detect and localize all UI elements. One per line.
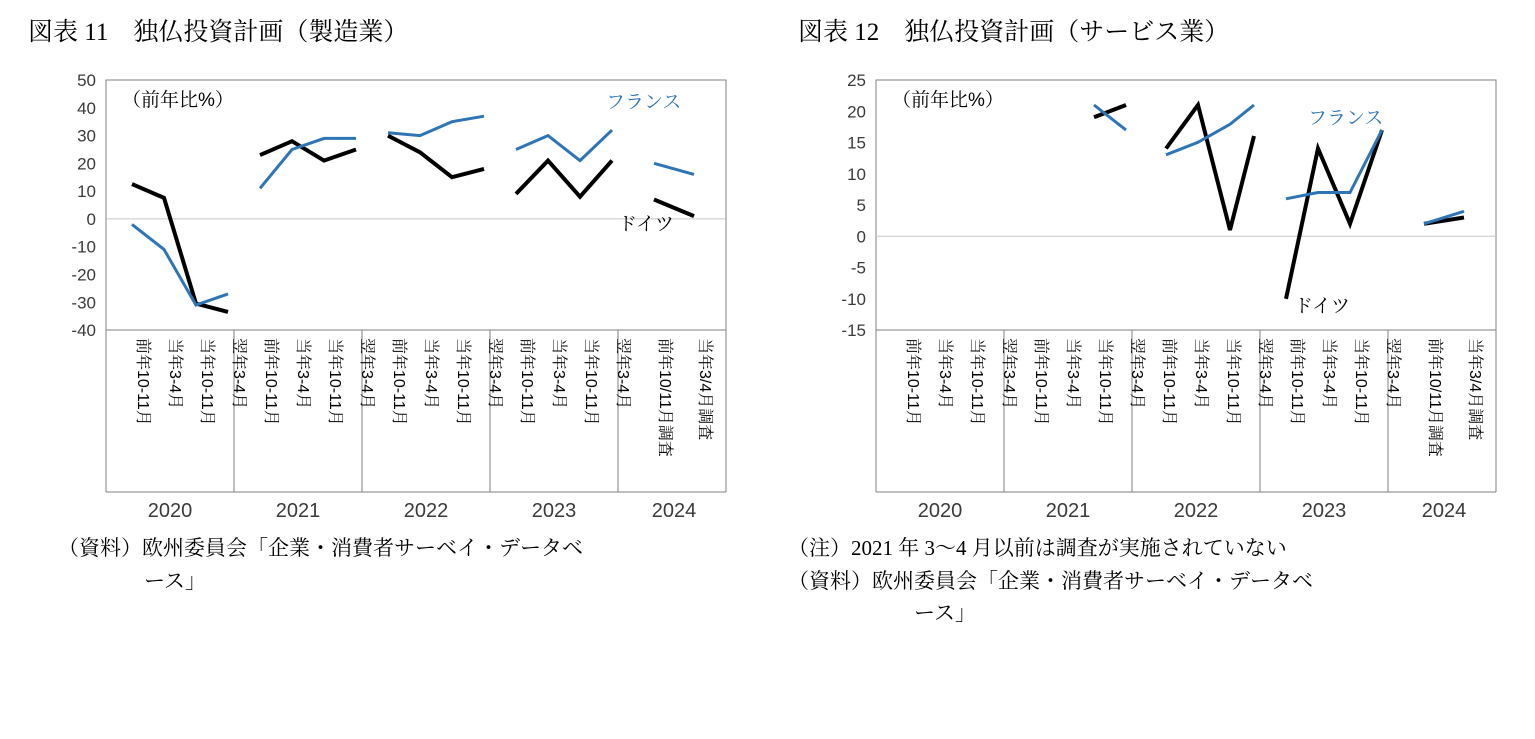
germany-annotation: ドイツ bbox=[1294, 296, 1351, 317]
y-tick-label: 50 bbox=[77, 71, 96, 90]
x-tick-label: 当年3-4月 bbox=[1320, 338, 1337, 410]
figure-11-svg bbox=[18, 62, 738, 532]
x-tick-label: 当年3-4月 bbox=[1064, 338, 1081, 410]
year-label: 2021 bbox=[275, 500, 321, 522]
x-tick-label: 前年10-11月 bbox=[1288, 338, 1305, 426]
x-tick-label: 翌年3-4月 bbox=[230, 338, 247, 410]
y-tick-label: 0 bbox=[856, 227, 866, 247]
year-label: 2024 bbox=[1421, 500, 1467, 522]
figure-11-chart bbox=[18, 62, 738, 532]
y-tick-label: 20 bbox=[77, 154, 96, 174]
unit-label: （前年比%） bbox=[892, 90, 1004, 111]
x-tick-label: 前年10-11月 bbox=[518, 338, 535, 426]
x-tick-label: 前年10-11月 bbox=[904, 338, 921, 426]
x-tick-label: 当年10-11月 bbox=[198, 338, 215, 426]
x-tick-label: 当年3-4月 bbox=[166, 338, 183, 410]
x-tick-label: 翌年3-4月 bbox=[1384, 338, 1401, 410]
plot-frame bbox=[876, 80, 1496, 330]
figure-11-panel bbox=[0, 0, 760, 739]
y-tick-label: -10 bbox=[841, 289, 866, 309]
note-line: （資料）欧州委員会「企業・消費者サーベイ・データベ bbox=[788, 568, 1313, 593]
y-tick-label: 25 bbox=[847, 71, 866, 90]
x-tick-label: 翌年3-4月 bbox=[1128, 338, 1145, 410]
y-tick-label: -40 bbox=[71, 321, 96, 340]
x-tick-label: 翌年3-4月 bbox=[486, 338, 503, 410]
x-tick-label: 当年3-4月 bbox=[1192, 338, 1209, 410]
x-tick-label: 前年10-11月 bbox=[1160, 338, 1177, 426]
year-label: 2024 bbox=[651, 500, 697, 522]
x-tick-label: 当年10-11月 bbox=[582, 338, 599, 426]
x-tick-label: 前年10-11月 bbox=[390, 338, 407, 426]
figure-12-source-note bbox=[770, 532, 1530, 630]
plot-frame bbox=[106, 80, 726, 330]
x-tick-label: 当年10-11月 bbox=[1224, 338, 1241, 426]
germany-annotation: ドイツ bbox=[618, 214, 675, 235]
y-tick-label: 10 bbox=[77, 182, 96, 202]
year-label: 2020 bbox=[147, 500, 193, 522]
france-annotation: フランス bbox=[606, 92, 682, 113]
figure-12-panel bbox=[770, 0, 1530, 739]
x-tick-label: 前年10-11月 bbox=[134, 338, 151, 426]
x-tick-label: 当年10-11月 bbox=[1096, 338, 1113, 426]
y-tick-label: -10 bbox=[71, 237, 96, 257]
x-tick-label: 当年3-4月 bbox=[550, 338, 567, 410]
figure-11-source-note bbox=[0, 532, 760, 597]
note-line: （注）2021 年 3〜4 月以前は調査が実施されていない bbox=[788, 536, 1287, 560]
year-label: 2021 bbox=[1045, 500, 1091, 522]
x-tick-label: 翌年3-4月 bbox=[1000, 338, 1017, 410]
france-annotation: フランス bbox=[1308, 108, 1384, 129]
x-tick-label: 当年3-4月 bbox=[294, 338, 311, 410]
x-tick-label: 前年10/11月調査 bbox=[1426, 338, 1443, 457]
x-tick-label: 前年10-11月 bbox=[262, 338, 279, 426]
year-label: 2022 bbox=[1173, 500, 1219, 522]
x-tick-label: 当年3-4月 bbox=[936, 338, 953, 410]
figure-11-title: 図表 11 独仏投資計画（製造業） bbox=[28, 19, 409, 46]
note-line: ース」 bbox=[914, 601, 976, 626]
x-tick-label: 前年10-11月 bbox=[1032, 338, 1049, 426]
x-tick-label: 当年3/4月調査 bbox=[696, 338, 713, 441]
y-tick-label: 20 bbox=[847, 102, 866, 122]
y-tick-label: 0 bbox=[86, 209, 96, 229]
x-tick-label: 翌年3-4月 bbox=[358, 338, 375, 410]
y-tick-label: -30 bbox=[71, 293, 96, 313]
x-tick-label: 当年3/4月調査 bbox=[1466, 338, 1483, 441]
year-label: 2023 bbox=[531, 500, 577, 522]
figure-12-title: 図表 12 独仏投資計画（サービス業） bbox=[798, 19, 1230, 46]
x-tick-label: 当年10-11月 bbox=[1352, 338, 1369, 426]
note-line: （資料）欧州委員会「企業・消費者サーベイ・データベ bbox=[58, 536, 583, 560]
x-tick-label: 翌年3-4月 bbox=[614, 338, 631, 410]
x-tick-label: 当年10-11月 bbox=[454, 338, 471, 426]
y-tick-label: 5 bbox=[856, 196, 866, 215]
y-tick-label: -20 bbox=[71, 265, 96, 285]
year-label: 2020 bbox=[917, 500, 963, 522]
y-tick-label: 40 bbox=[77, 98, 96, 118]
figure-12-chart bbox=[788, 62, 1508, 532]
year-label: 2022 bbox=[403, 500, 449, 522]
x-tick-label: 前年10/11月調査 bbox=[656, 338, 673, 457]
x-tick-label: 当年3-4月 bbox=[422, 338, 439, 410]
y-tick-label: 30 bbox=[77, 126, 96, 146]
unit-label: （前年比%） bbox=[122, 90, 234, 111]
x-tick-label: 当年10-11月 bbox=[968, 338, 985, 426]
figure-12-svg bbox=[788, 62, 1508, 532]
note-line: ース」 bbox=[144, 568, 206, 593]
x-tick-label: 翌年3-4月 bbox=[1256, 338, 1273, 410]
x-tick-label: 当年10-11月 bbox=[326, 338, 343, 426]
y-tick-label: -5 bbox=[850, 258, 866, 278]
year-label: 2023 bbox=[1301, 500, 1347, 522]
y-tick-label: 10 bbox=[847, 164, 866, 184]
y-tick-label: 15 bbox=[847, 133, 866, 153]
y-tick-label: -15 bbox=[841, 321, 866, 340]
